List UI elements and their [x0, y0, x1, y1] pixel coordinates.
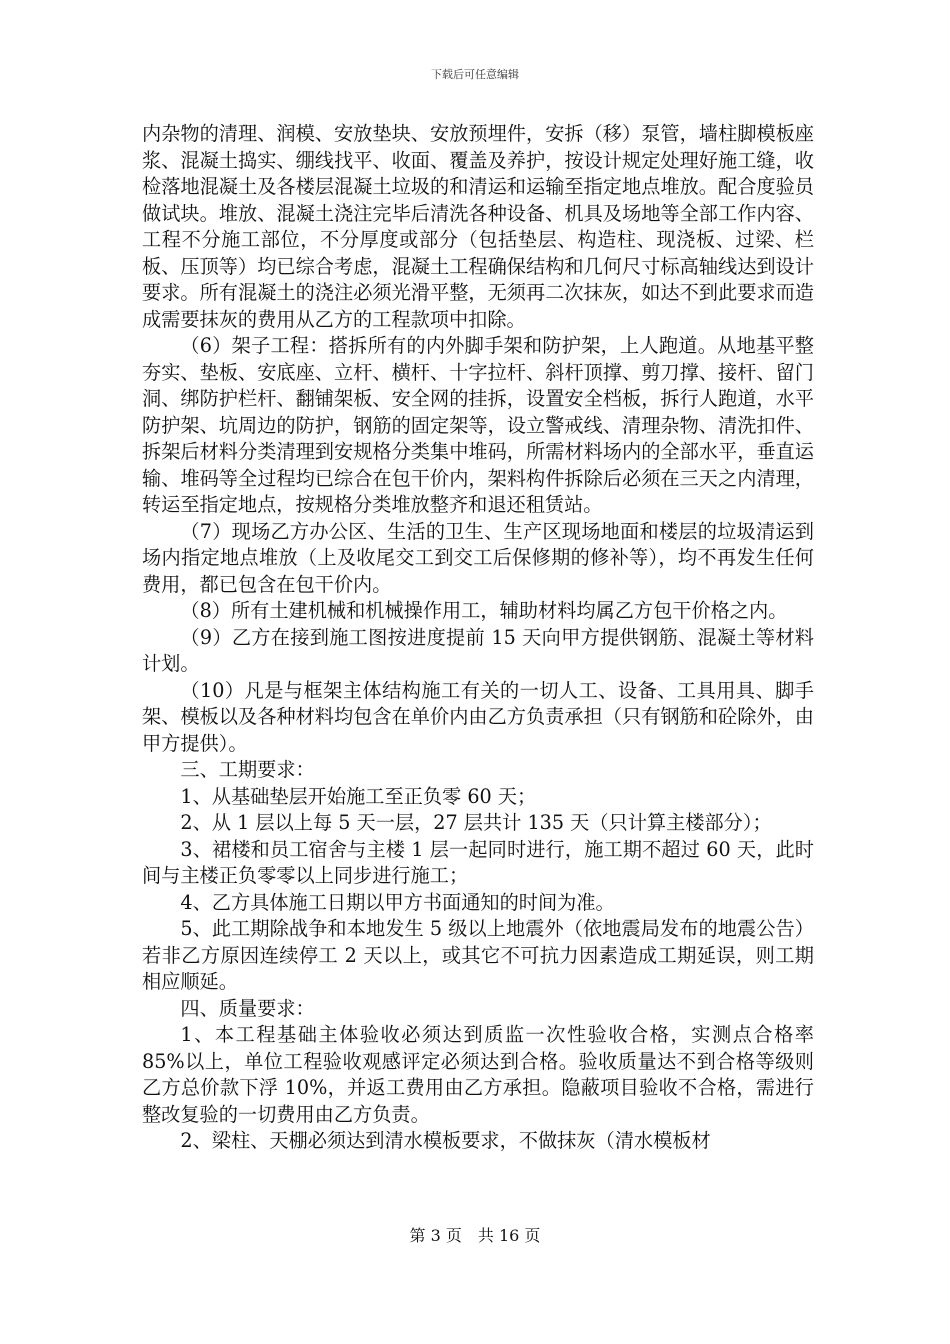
paragraph-site-cleaning: （7）现场乙方办公区、生活的卫生、生产区现场地面和楼层的垃圾清运到场内指定地点堆放（上及收尾交工到交工后保修期的修补等），均不再发生任何费用，都已包含在包干价内。 — [142, 519, 814, 596]
paragraph-unit-price-scope: （10）凡是与框架主体结构施工有关的一切人工、设备、工具用具、脚手架、模板以及各种材料均包含在单价内由乙方负责承担（只有钢筋和砼除外，由甲方提供）。 — [142, 678, 814, 755]
schedule-item-5: 5、此工期除战争和本地发生 5 级以上地震外（依地震局发布的地震公告）若非乙方原因连续停工 2 天以上，或其它不可抗力因素造成工期延误，则工期相应顺延。 — [142, 917, 814, 993]
paragraph-machinery: （8）所有土建机械和机械操作用工，辅助材料均属乙方包干价格之内。 — [180, 599, 788, 622]
document-body — [142, 121, 814, 1155]
paragraph-material-plan: （9）乙方在接到施工图按进度提前 15 天向甲方提供钢筋、混凝土等材料计划。 — [142, 625, 814, 675]
page-footer: 第 3 页 共 16 页 — [409, 1226, 541, 1245]
paragraph-scaffolding: （6）架子工程：搭拆所有的内外脚手架和防护架，上人跑道。从地基平整夯实、垫板、安底座、立杆、横杆、十字拉杆、斜杆顶撑、剪刀撑、接杆、留门洞、绑防护栏杆、翻铺架板、安全网的挂拆，设置安全档板，拆行人跑道，水平防护架、坑周边的防护，钢筋的固定架等，设立警戒线、清理杂物、清洗扣件、拆架后材料分类清理到安规格分类集中堆码，所需材料场内的全部水平，垂直运输、堆码等全过程均已综合在包干价内，架料构件拆除后必须在三天之内清理，转运至指定地点，按规格分类堆放整齐和退还租赁站。 — [142, 334, 814, 516]
schedule-item-3: 3、裙楼和员工宿舍与主楼 1 层一起同时进行，施工期不超过 60 天，此时间与主楼正负零零以上同步进行施工； — [142, 837, 814, 887]
paragraph-concrete-works-continued: 内杂物的清理、润模、安放垫块、安放预埋件，安拆（移）泵管，墙柱脚模板座浆、混凝土捣实、绷线找平、收面、覆盖及养护，按设计规定处理好施工缝，收检落地混凝土及各楼层混凝土垃圾的和清运和运输至指定地点堆放。配合度验员做试块。堆放、混凝土浇注完毕后清洗各种设备、机具及场地等全部工作内容、工程不分施工部位，不分厚度或部分（包括垫层、构造柱、现浇板、过梁、栏板、压顶等）均已综合考虑，混凝土工程确保结构和几何尺寸标高轴线达到设计要求。所有混凝土的浇注必须光滑平整，无须再二次抹灰，如达不到此要求而造成需要抹灰的费用从乙方的工程款项中扣除。 — [142, 122, 814, 331]
schedule-item-4: 4、乙方具体施工日期以甲方书面通知的时间为准。 — [180, 890, 615, 914]
quality-item-2: 2、梁柱、天棚必须达到清水模板要求，不做抹灰（清水模板材 — [180, 1129, 711, 1152]
section-heading-quality: 四、质量要求： — [180, 996, 315, 1020]
section-heading-schedule: 三、工期要求： — [180, 758, 315, 781]
schedule-item-1: 1、从基础垫层开始施工至正负零 60 天； — [180, 784, 537, 808]
schedule-item-2: 2、从 1 层以上每 5 天一层，27 层共计 135 天（只计算主楼部分）； — [180, 811, 772, 834]
page-header: 下载后可任意编辑 — [431, 68, 519, 81]
quality-item-1: 1、本工程基础主体验收必须达到质监一次性验收合格，实测点合格率 85%以上，单位工程验收观感评定必须达到合格。验收质量达不到合格等级则乙方总价款下浮 10%，并返工费用由乙方承担。隐蔽项目验收不合格，需进行整改复验的一切费用由乙方负责。 — [142, 1023, 814, 1126]
